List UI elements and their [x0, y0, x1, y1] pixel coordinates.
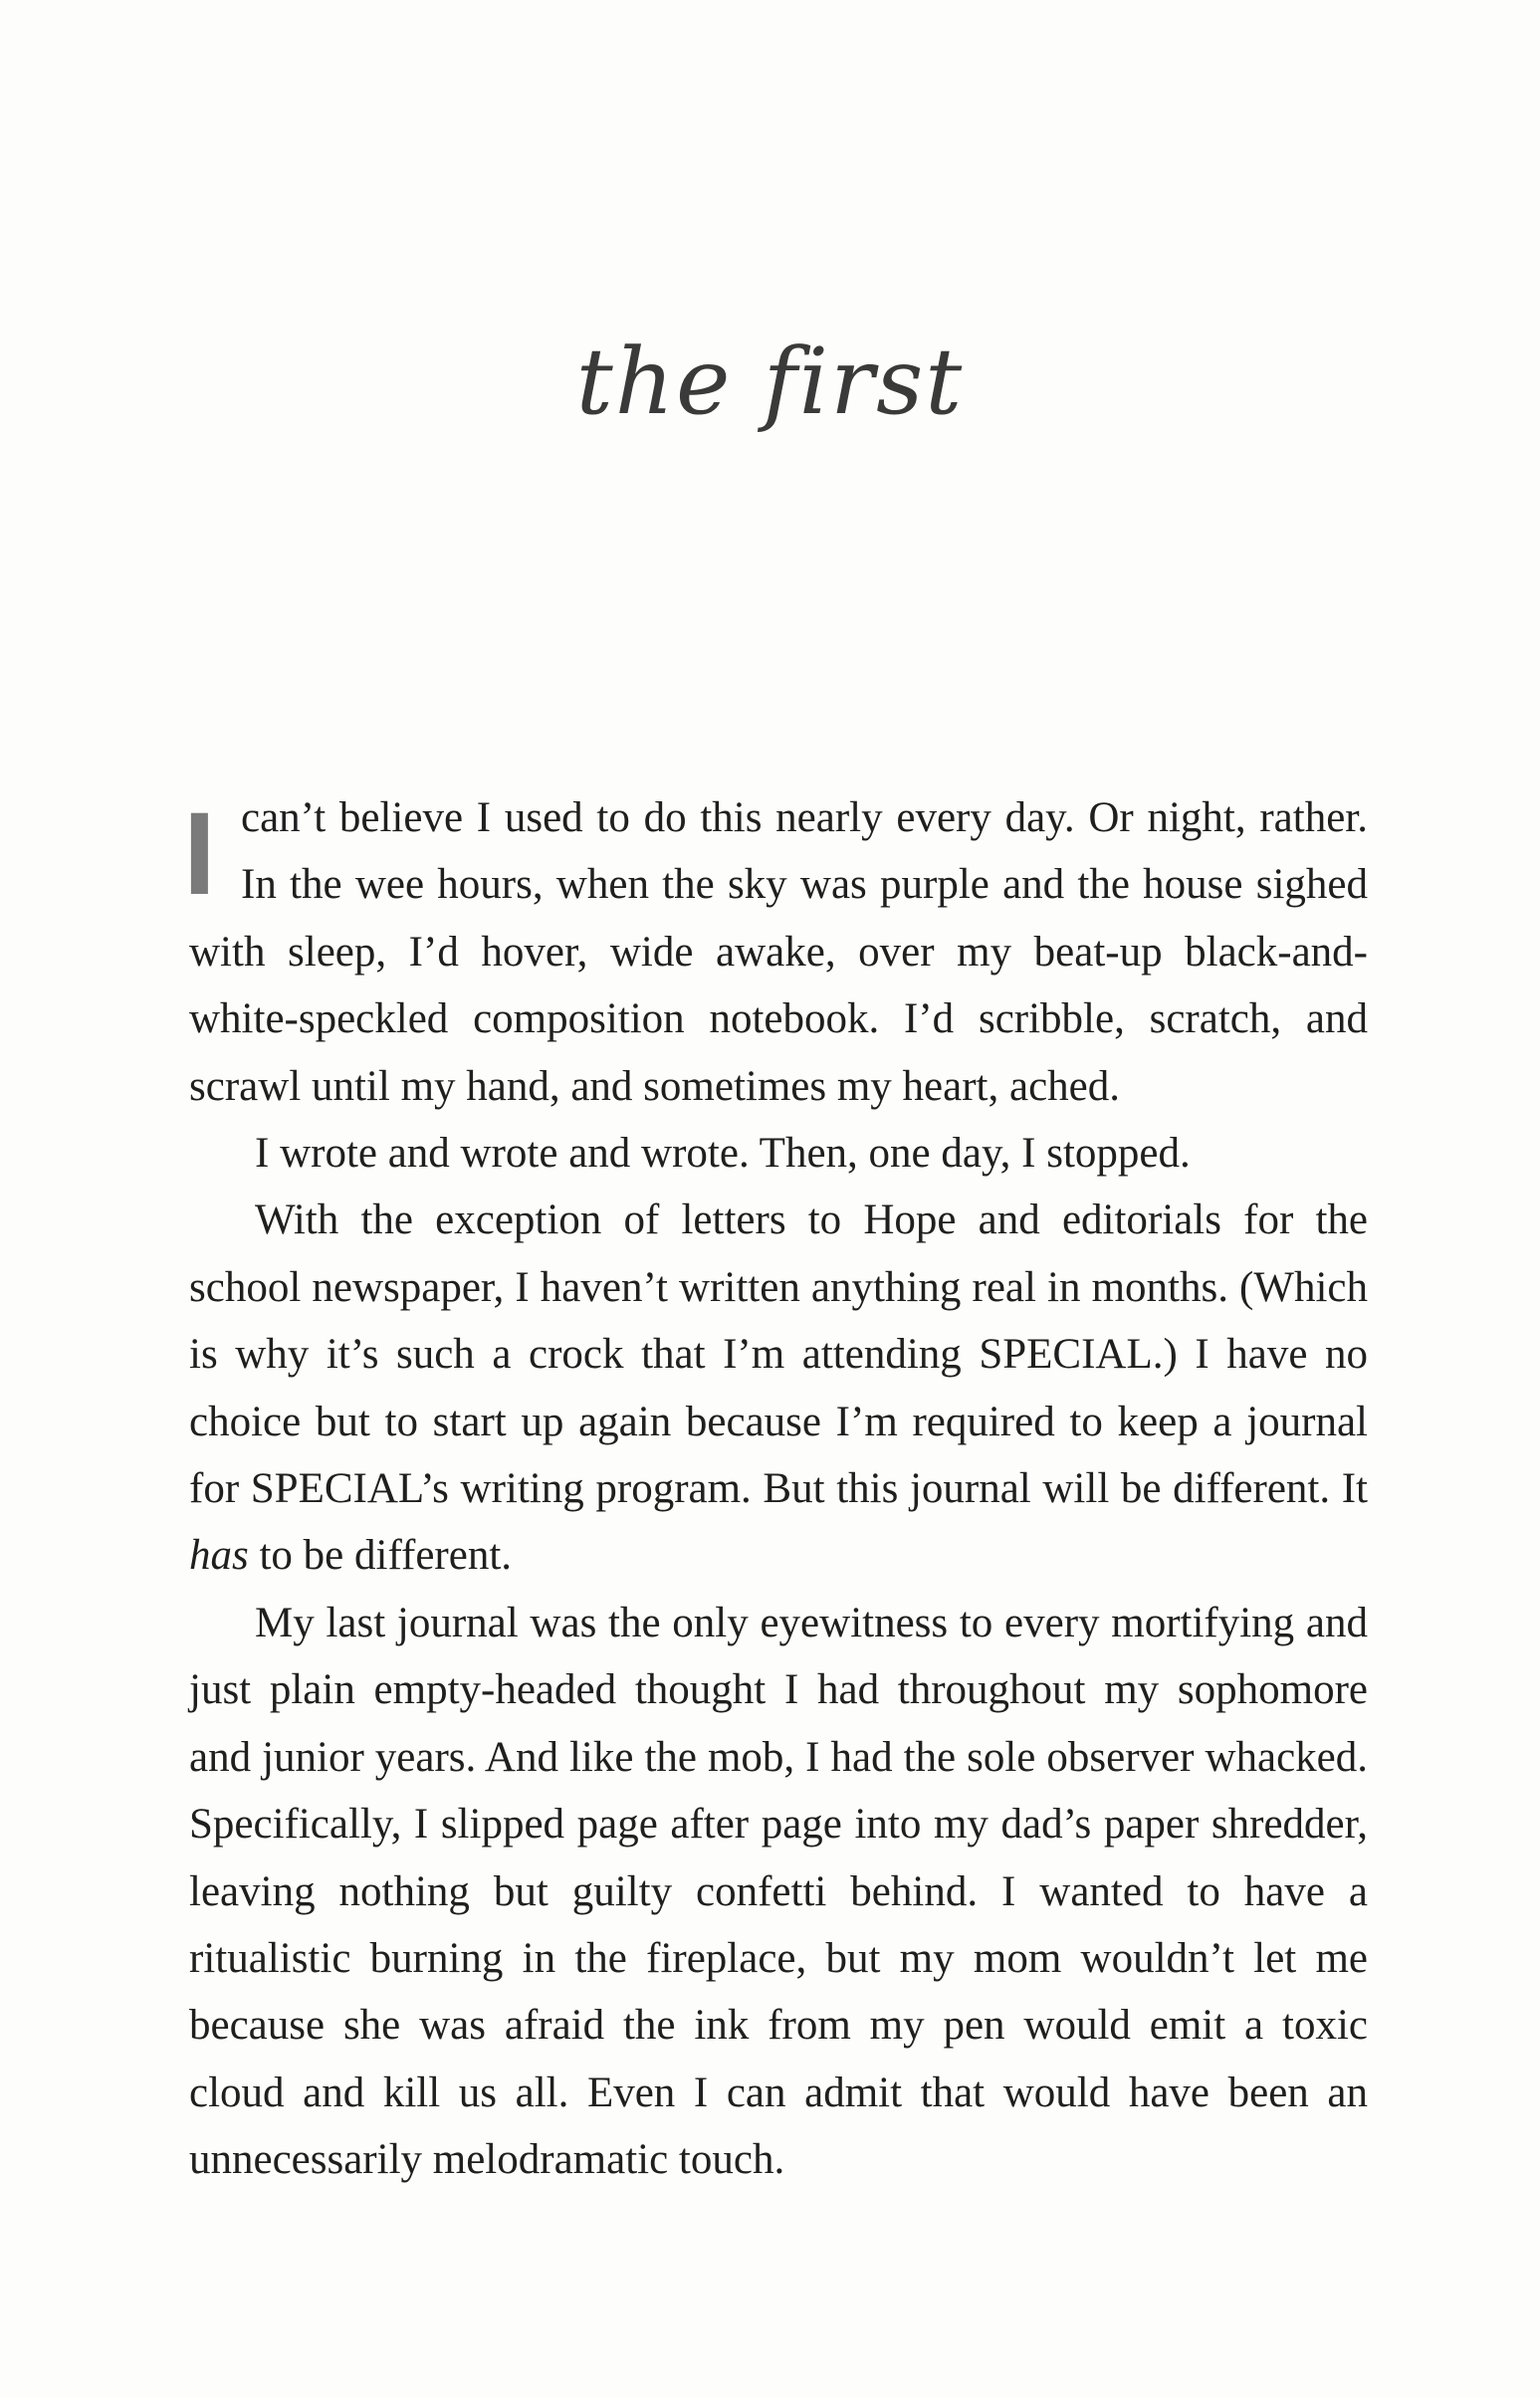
paragraph-3-emphasis: has [189, 1532, 249, 1580]
paragraph-3-text-after: to be different. [248, 1532, 513, 1580]
chapter-body [183, 784, 1368, 2194]
drop-cap: I [183, 798, 216, 910]
paragraph-4: My last journal was the only eyewitness to every mortifying and just plain empty-headed thought I had throughout my sophomore and junior years. And like the mob, I had the sole observer whacked. Specifically, I slipped page after page into my dad’s paper shredder, leaving nothing but guilty confetti behind. I wanted to have a ritualistic burning in the fireplace, but my mom wouldn’t let me because she was afraid the ink from my pen would emit a toxic cloud and kill us all. Even I can admit that would have been an unnecessarily melodramatic touch. [189, 1599, 1368, 2184]
paragraph-1-text: can’t believe I used to do this nearly every day. Or night, rather. In the wee hours, when the sky was purple and the house sighed with sleep, I’d hover, wide awake, over my beat-up black-and-white-speckled composition notebook. I’d scribble, scratch, and scrawl until my hand, and sometimes my heart, ached. [189, 794, 1368, 1110]
paragraph-3 [189, 1187, 1368, 1589]
chapter-title: the first [575, 328, 965, 435]
paragraph-1 [183, 784, 1368, 1120]
paragraph-3-text-before: With the exception of letters to Hope and editorials for the school newspaper, I haven’t written anything real in months. (Which is why it’s such a crock that I’m attending SPECIAL.) I have no choice but to start up again because I’m required to keep a journal for SPECIAL’s writing program. But this journal will be different. It [189, 1197, 1368, 1513]
paragraph-2: I wrote and wrote and wrote. Then, one day, I stopped. [255, 1130, 1191, 1178]
